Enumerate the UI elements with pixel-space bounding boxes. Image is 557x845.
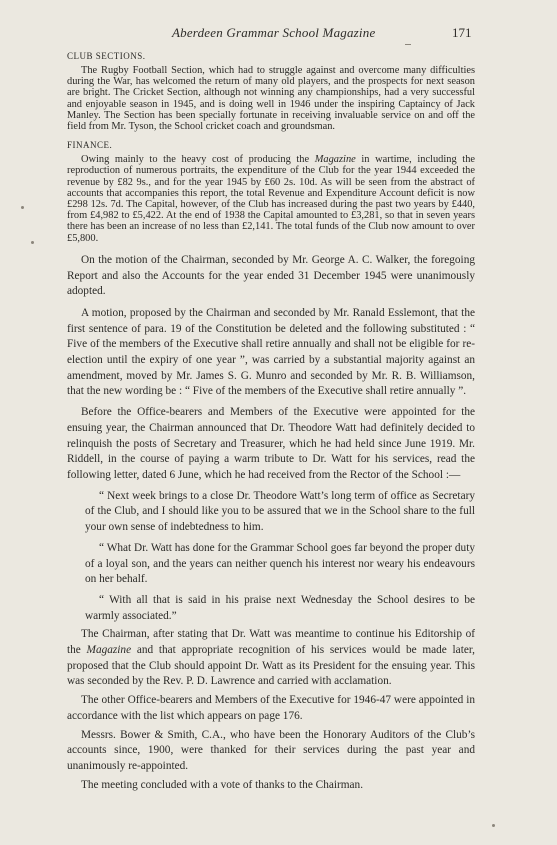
paper-speck bbox=[492, 824, 495, 827]
minutes-paragraph-auditors: Messrs. Bower & Smith, C.A., who have been the Honorary Auditors of the Club’s accounts since, 1900, were thanked for their services during the past year and unanimously re-appointed. bbox=[67, 728, 475, 772]
finance-paragraph bbox=[67, 154, 475, 244]
minutes-paragraph-president bbox=[67, 627, 475, 690]
page-body bbox=[67, 50, 475, 793]
minutes-paragraph-closing: The meeting concluded with a vote of thanks to the Chairman. bbox=[81, 778, 364, 791]
finance-heading: FINANCE. bbox=[67, 140, 113, 151]
club-sections-heading: CLUB SECTIONS. bbox=[67, 51, 146, 61]
paper-speck bbox=[21, 206, 24, 209]
paper-speck bbox=[405, 44, 411, 45]
minutes-paragraph-accounts: On the motion of the Chairman, seconded by Mr. George A. C. Walker, the foregoing Report and also the Accounts for the year ended 31 December 1945 were unanimously adopted. bbox=[67, 253, 475, 298]
finance-text-end: in wartime, including the reproduction of numerous portraits, the expenditure of the Club for the year 1944 exceeded the revenue by £82 9s., and for the year 1945 by £60 2s. 10d. As will be seen from the abstract of accounts that accompanies this report, the total Revenue and Expenditure Account deficit is now £298 12s. 7d. The Capital, however, of the Club has increased during the past two years by £440, from £4,982 to £5,422. At the end of 1938 the Capital amounted to £3,281, so that in seven years there has been an increase of no less than £2,141. The total funds of the Club now amount to over £5,800. bbox=[67, 154, 475, 244]
rector-letter-paragraph-1: “ Next week brings to a close Dr. Theodore Watt’s long term of office as Secretary of the Club, and I should like you to be assured that we in the School share to the full your own sense of indebtedness to him. bbox=[85, 489, 475, 534]
page-number: 171 bbox=[452, 25, 472, 40]
minutes-paragraph-office-bearers: The other Office-bearers and Members of the Executive for 1946-47 were appointed in accordance with the list which appears on page 176. bbox=[67, 694, 475, 722]
president-text-end: and that appropriate recognition of his services would be made later, proposed that the Club should appoint Dr. Watt as its President for the ensuing year. This was seconded by the Rev. P. D. Lawrence and carried with acclamation. bbox=[67, 644, 475, 688]
president-text-start: The Chairman, after stating that Dr. Watt was meantime to continue his Editorship of the bbox=[67, 628, 475, 657]
finance-text-start: Owing mainly to the heavy cost of producing the bbox=[81, 154, 315, 166]
page-header bbox=[0, 25, 557, 43]
minutes-paragraph-secretary: Before the Office-bearers and Members of the Executive were appointed for the ensuing year, the Chairman announced that Dr. Theodore Watt had definitely decided to relinquish the posts of Secretary and Treasurer, which he had held since June 1919. Mr. Riddell, in the course of paying a warm tribute to Dr. Watt for his services, read the following letter, dated 6 June, which he had received from the Rector of the School :— bbox=[67, 406, 475, 481]
magazine-title-2: Magazine bbox=[86, 644, 132, 657]
rector-letter-paragraph-3: “ With all that is said in his praise next Wednesday the School desires to be warmly associated.” bbox=[85, 593, 475, 622]
running-head: Aberdeen Grammar School Magazine bbox=[172, 25, 376, 40]
club-sections-paragraph: The Rugby Football Section, which had to struggle against and overcome many difficulties during the War, has welcomed the return of many old players, and the prospects for next season are bright. The Cricket Section, although not winning any championships, had a very successful and enjoyable season in 1945, and is doing well in 1946 under the inspiring Captaincy of Jack Manley. The Section has been specially fortunate in receiving invaluable service on and off the field from Mr. Tyson, the School cricket coach and groundsman. bbox=[67, 65, 475, 133]
rector-letter-paragraph-2: “ What Dr. Watt has done for the Grammar School goes far beyond the proper duty of a loyal son, and the years can neither quench his interest nor weary his endeavours on her behalf. bbox=[85, 541, 475, 586]
magazine-title: Magazine bbox=[314, 154, 356, 166]
minutes-paragraph-constitution: A motion, proposed by the Chairman and seconded by Mr. Ranald Esslemont, that the first sentence of para. 19 of the Constitution be deleted and the following substituted : “ Five of the members of the Executive shall retire annually and shall not be eligible for re-election until the expiry of one year ”, was carried by a substantial majority against an amendment, moved by Mr. James S. G. Munro and seconded by Mr. R. B. Williamson, that the new wording be : “ Five of the members of the Executive shall retire annually ”. bbox=[67, 306, 475, 398]
paper-speck bbox=[31, 241, 34, 244]
